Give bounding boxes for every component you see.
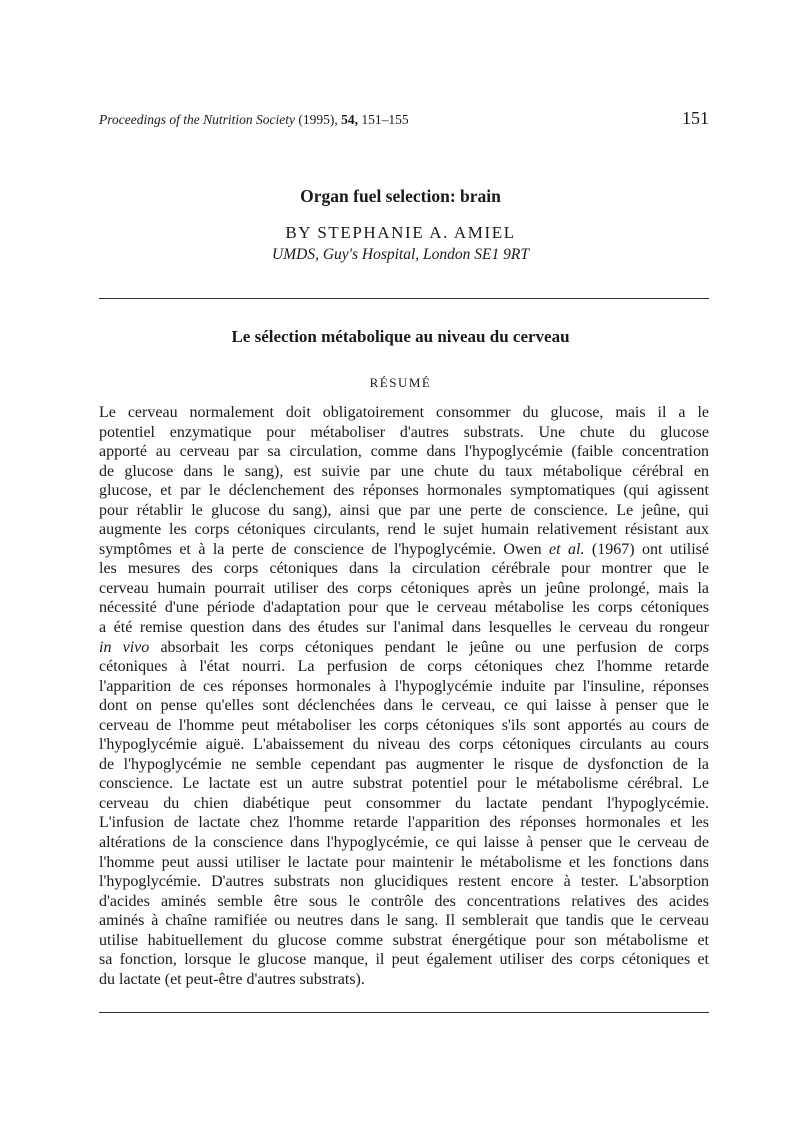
body-line: l'homme peut aussi utiliser le lactate pour maintenir le métabolisme et les fonctions dans xyxy=(99,853,709,871)
body-line: dont on pense qu'elles sont déclenchées dans le cerveau, ce qui laisse à penser que le xyxy=(99,697,709,715)
body-text-segment: absorbait les corps cétoniques pendant le jeûne ou une perfusion de corps xyxy=(149,638,710,656)
body-line: altérations de la conscience dans l'hypoglycémie, ce qui laisse à penser que le cerveau de xyxy=(99,834,709,852)
body-line: de glucose dans le sang), est suivie par une chute du taux métabolique cérébral en xyxy=(99,462,709,480)
body-line: utilise habituellement du glucose comme substrat énergétique pour son métabolisme et xyxy=(99,931,709,949)
author-affiliation: UMDS, Guy's Hospital, London SE1 9RT xyxy=(272,246,529,263)
french-title: Le sélection métabolique au niveau du cerveau xyxy=(231,327,570,346)
body-line: Le cerveau normalement doit obligatoirement consommer du glucose, mais il a le xyxy=(99,404,709,421)
body-line: apporté au cerveau par sa circulation, comme dans l'hypoglycémie (faible concentration xyxy=(99,443,709,461)
body-line xyxy=(99,540,709,560)
body-line: d'acides aminés semble être sous le contrôle des concentrations relatives des acides xyxy=(99,892,709,910)
body-line: augmente les corps cétoniques circulants, rend le sujet humain relativement résistant aux xyxy=(99,521,709,539)
running-header xyxy=(99,108,709,132)
body-italic-segment: et al. xyxy=(549,540,585,558)
journal-citation xyxy=(99,112,409,128)
body-line: cerveau de l'homme peut métaboliser les corps cétoniques s'ils sont apportés au cours de xyxy=(99,716,709,734)
journal-pages: 151–155 xyxy=(357,112,409,127)
body-line: L'infusion de lactate chez l'homme retarde l'apparition des réponses hormonales et les xyxy=(99,814,709,832)
body-line: cerveau humain pourrait utiliser des corps cétoniques après un jeûne prolongé, mais la xyxy=(99,579,709,597)
body-line: du lactate (et peut-être d'autres substrats). xyxy=(99,970,365,988)
body-line: aminés à chaîne ramifiée ou neutres dans le sang. Il semblerait que tandis que le cerveau xyxy=(99,912,709,930)
body-line: cerveau du chien diabétique peut consommer du lactate pendant l'hypoglycémie. xyxy=(99,794,709,812)
resume-body xyxy=(99,403,709,989)
body-line: a été remise question dans des études sur l'animal dans lesquelles le cerveau du rongeur xyxy=(99,619,709,637)
body-line: l'hypoglycémie. D'autres substrats non glucidiques restent encore à tester. L'absorption xyxy=(99,873,709,891)
author-line: BY STEPHANIE A. AMIEL xyxy=(285,223,516,242)
body-line: l'hypoglycémie aiguë. L'abaissement du niveau des corps cétoniques circulants au cours xyxy=(99,736,709,754)
page-number: 151 xyxy=(682,108,709,128)
body-line: de l'hypoglycémie ne semble cependant pas augmenter le risque de dysfonction de la xyxy=(99,755,709,773)
body-line: conscience. Le lactate est un autre substrat potentiel pour le métabolisme cérébral. Le xyxy=(99,775,709,793)
body-line: nécessité d'une période d'adaptation pour que le cerveau métabolise les corps cétoniques xyxy=(99,599,709,617)
body-text-segment: (1967) ont utilisé xyxy=(584,540,710,558)
body-line xyxy=(99,638,709,658)
journal-year: (1995), xyxy=(294,112,342,127)
body-line: cétoniques à l'état nourri. La perfusion de corps cétoniques chez l'homme retarde xyxy=(99,658,709,676)
body-line: glucose, et par le déclenchement des réponses hormonales symptomatiques (qui agissent xyxy=(99,482,709,500)
bottom-divider xyxy=(99,1012,709,1013)
body-text-segment: symptômes et à la perte de conscience de l'hypoglycémie. Owen xyxy=(99,540,542,558)
body-line: l'apparition de ces réponses hormonales à l'hypoglycémie induite par l'insuline, réponses xyxy=(99,677,709,695)
top-divider xyxy=(99,298,709,299)
resume-heading: RÉSUMÉ xyxy=(369,375,432,390)
body-line: les mesures des corps cétoniques dans la circulation cérébrale pour montrer que le xyxy=(99,560,709,578)
body-line: potentiel enzymatique pour métaboliser d'autres substrats. Une chute du glucose xyxy=(99,423,709,441)
body-italic-segment: in vivo xyxy=(99,638,150,656)
journal-name: Proceedings of the Nutrition Society xyxy=(99,112,295,127)
article-title: Organ fuel selection: brain xyxy=(300,186,501,206)
body-line: pour rétablir le glucose du sang), ainsi que par une perte de conscience. Le jeûne, qui xyxy=(99,501,709,519)
body-line: sa fonction, lorsque le glucose manque, il peut également utiliser des corps cétoniques et xyxy=(99,951,709,969)
journal-volume: 54, xyxy=(341,112,358,127)
